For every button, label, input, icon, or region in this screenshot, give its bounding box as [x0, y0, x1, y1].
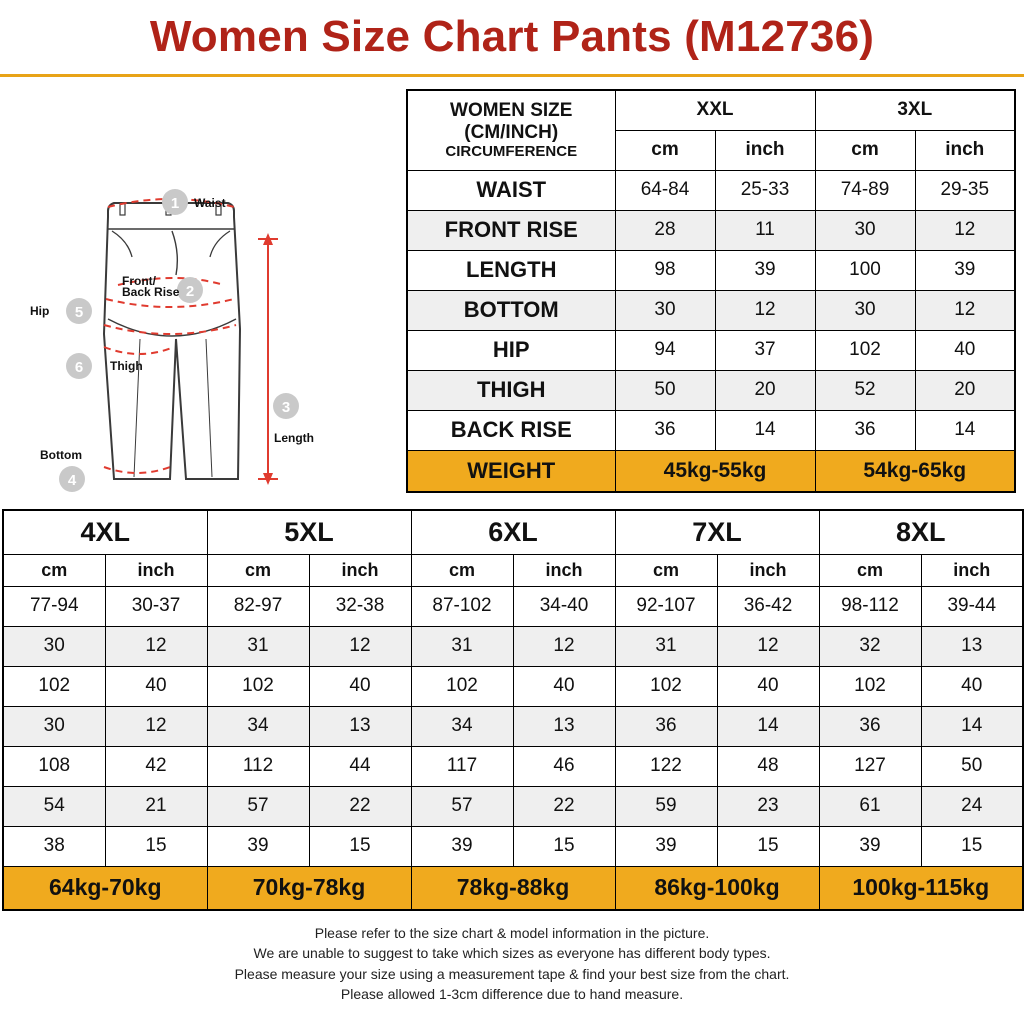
cell: 100: [815, 250, 915, 290]
cell: 14: [921, 706, 1023, 746]
cell: 30: [615, 290, 715, 330]
header-size-7xl: 7XL: [615, 510, 819, 554]
cell: 59: [615, 786, 717, 826]
cell: 39: [411, 826, 513, 866]
cell: 98: [615, 250, 715, 290]
cell: 102: [615, 666, 717, 706]
table-row: [3, 626, 1023, 666]
unit-xxl-cm: cm: [615, 130, 715, 170]
cell: 25-33: [715, 170, 815, 210]
cell: 29-35: [915, 170, 1015, 210]
cell: 12: [513, 626, 615, 666]
cell: 36: [819, 706, 921, 746]
row-label-length: LENGTH: [407, 250, 615, 290]
cell: 20: [915, 370, 1015, 410]
cell: 22: [513, 786, 615, 826]
cell: 15: [717, 826, 819, 866]
cell: 40: [921, 666, 1023, 706]
cell: 34: [207, 706, 309, 746]
cell: 14: [915, 410, 1015, 450]
row-label-front-rise: FRONT RISE: [407, 210, 615, 250]
cell: 15: [513, 826, 615, 866]
svg-text:Front/: Front/: [122, 274, 156, 288]
cell: 23: [717, 786, 819, 826]
cell: 40: [915, 330, 1015, 370]
cell: 14: [715, 410, 815, 450]
cell: 38: [3, 826, 105, 866]
unit-4xl-cm: cm: [3, 554, 105, 586]
cell: 48: [717, 746, 819, 786]
table-row: [3, 826, 1023, 866]
cell: 12: [717, 626, 819, 666]
header-women-size: WOMEN SIZE (CM/INCH) CIRCUMFERENCE: [407, 90, 615, 170]
note-line: Please refer to the size chart & model information in the picture.: [314, 925, 710, 941]
note-line: Please allowed 1-3cm difference due to hand measure.: [340, 985, 684, 1002]
table-row: [3, 706, 1023, 746]
svg-text:4: 4: [67, 472, 77, 489]
header-size-4xl: 4XL: [3, 510, 207, 554]
unit-5xl-inch: inch: [309, 554, 411, 586]
size-table-bottom: [2, 509, 1024, 911]
cell: 30: [815, 210, 915, 250]
header-size-3xl: 3XL: [815, 90, 1015, 130]
unit-4xl-inch: inch: [105, 554, 207, 586]
cell: 12: [105, 626, 207, 666]
svg-text:Length: Length: [274, 431, 314, 445]
unit-6xl-inch: inch: [513, 554, 615, 586]
cell: 21: [105, 786, 207, 826]
cell: 54: [3, 786, 105, 826]
unit-xxl-inch: inch: [715, 130, 815, 170]
cell: 40: [309, 666, 411, 706]
header-size-6xl: 6XL: [411, 510, 615, 554]
cell: 15: [921, 826, 1023, 866]
header-size-8xl: 8XL: [819, 510, 1023, 554]
table-bottom-header-row: [3, 510, 1023, 554]
cell: 13: [921, 626, 1023, 666]
table-row: [407, 170, 1015, 210]
table-row: [3, 586, 1023, 626]
cell: 12: [105, 706, 207, 746]
cell: 87-102: [411, 586, 513, 626]
cell: 44: [309, 746, 411, 786]
weight-row: [3, 866, 1023, 910]
weight-7xl: 86kg-100kg: [615, 866, 819, 910]
weight-6xl: 78kg-88kg: [411, 866, 615, 910]
cell: 36-42: [717, 586, 819, 626]
cell: 12: [915, 210, 1015, 250]
cell: 30-37: [105, 586, 207, 626]
svg-text:5: 5: [74, 304, 84, 321]
unit-5xl-cm: cm: [207, 554, 309, 586]
weight-5xl: 70kg-78kg: [207, 866, 411, 910]
cell: 32-38: [309, 586, 411, 626]
table-row: [407, 290, 1015, 330]
cell: 39: [207, 826, 309, 866]
cell: 39: [715, 250, 815, 290]
row-label-thigh: THIGH: [407, 370, 615, 410]
cell: 102: [411, 666, 513, 706]
cell: 117: [411, 746, 513, 786]
cell: 11: [715, 210, 815, 250]
cell: 40: [105, 666, 207, 706]
cell: 14: [717, 706, 819, 746]
cell: 39: [615, 826, 717, 866]
svg-text:Hip: Hip: [30, 304, 50, 318]
cell: 77-94: [3, 586, 105, 626]
unit-8xl-inch: inch: [921, 554, 1023, 586]
table-row: [407, 250, 1015, 290]
row-label-bottom: BOTTOM: [407, 290, 615, 330]
note-line: We are unable to suggest to take which sizes as everyone has different body types.: [253, 945, 771, 962]
cell: 61: [819, 786, 921, 826]
cell: 108: [3, 746, 105, 786]
note-line: Please measure your size using a measurement tape & find your best size from the chart.: [234, 965, 790, 982]
notes-section: [0, 911, 1024, 1004]
cell: 36: [815, 410, 915, 450]
cell: 39: [915, 250, 1015, 290]
cell: 34: [411, 706, 513, 746]
cell: 52: [815, 370, 915, 410]
cell: 102: [3, 666, 105, 706]
unit-7xl-cm: cm: [615, 554, 717, 586]
header-size-xxl: XXL: [615, 90, 815, 130]
cell: 37: [715, 330, 815, 370]
weight-8xl: 100kg-115kg: [819, 866, 1023, 910]
cell: 102: [819, 666, 921, 706]
table-row: [3, 666, 1023, 706]
cell: 12: [715, 290, 815, 330]
cell: 24: [921, 786, 1023, 826]
cell: 31: [615, 626, 717, 666]
unit-6xl-cm: cm: [411, 554, 513, 586]
cell: 39: [819, 826, 921, 866]
cell: 13: [309, 706, 411, 746]
svg-text:6: 6: [74, 359, 84, 376]
top-section: [0, 77, 1024, 499]
cell: 13: [513, 706, 615, 746]
cell: 50: [921, 746, 1023, 786]
svg-text:3: 3: [281, 399, 291, 416]
cell: 30: [3, 706, 105, 746]
unit-7xl-inch: inch: [717, 554, 819, 586]
cell: 15: [309, 826, 411, 866]
table-row: [3, 746, 1023, 786]
cell: 40: [717, 666, 819, 706]
cell: 94: [615, 330, 715, 370]
svg-text:Waist: Waist: [194, 196, 226, 210]
cell: 74-89: [815, 170, 915, 210]
unit-3xl-inch: inch: [915, 130, 1015, 170]
cell: 36: [615, 410, 715, 450]
svg-text:1: 1: [170, 195, 180, 212]
cell: 46: [513, 746, 615, 786]
cell: 98-112: [819, 586, 921, 626]
table-row: [407, 210, 1015, 250]
row-label-back-rise: BACK RISE: [407, 410, 615, 450]
cell: 40: [513, 666, 615, 706]
cell: 15: [105, 826, 207, 866]
weight-row: [407, 450, 1015, 492]
cell: 127: [819, 746, 921, 786]
pants-measurement-diagram: [0, 89, 404, 499]
row-label-weight: WEIGHT: [407, 450, 615, 492]
cell: 39-44: [921, 586, 1023, 626]
cell: 122: [615, 746, 717, 786]
cell: 92-107: [615, 586, 717, 626]
weight-xxl: 45kg-55kg: [615, 450, 815, 492]
page-title: Women Size Chart Pants (M12736): [149, 12, 875, 61]
weight-3xl: 54kg-65kg: [815, 450, 1015, 492]
cell: 102: [207, 666, 309, 706]
row-label-hip: HIP: [407, 330, 615, 370]
cell: 12: [309, 626, 411, 666]
cell: 42: [105, 746, 207, 786]
cell: 30: [3, 626, 105, 666]
cell: 50: [615, 370, 715, 410]
cell: 82-97: [207, 586, 309, 626]
table-bottom-unit-row: [3, 554, 1023, 586]
cell: 30: [815, 290, 915, 330]
svg-text:Back Rise: Back Rise: [122, 285, 180, 299]
cell: 57: [207, 786, 309, 826]
size-table-top: [406, 89, 1016, 493]
cell: 64-84: [615, 170, 715, 210]
cell: 22: [309, 786, 411, 826]
cell: 31: [207, 626, 309, 666]
cell: 32: [819, 626, 921, 666]
title-bar: [0, 0, 1024, 74]
svg-text:2: 2: [185, 283, 195, 300]
cell: 34-40: [513, 586, 615, 626]
cell: 31: [411, 626, 513, 666]
table-row: [407, 410, 1015, 450]
cell: 20: [715, 370, 815, 410]
unit-8xl-cm: cm: [819, 554, 921, 586]
svg-text:Bottom: Bottom: [40, 448, 82, 462]
table-row: [407, 330, 1015, 370]
weight-4xl: 64kg-70kg: [3, 866, 207, 910]
unit-3xl-cm: cm: [815, 130, 915, 170]
header-size-5xl: 5XL: [207, 510, 411, 554]
svg-text:Thigh: Thigh: [110, 359, 143, 373]
cell: 112: [207, 746, 309, 786]
cell: 28: [615, 210, 715, 250]
cell: 102: [815, 330, 915, 370]
cell: 57: [411, 786, 513, 826]
table-top-header-row: [407, 90, 1015, 130]
cell: 36: [615, 706, 717, 746]
cell: 12: [915, 290, 1015, 330]
table-row: [3, 786, 1023, 826]
row-label-waist: WAIST: [407, 170, 615, 210]
table-row: [407, 370, 1015, 410]
